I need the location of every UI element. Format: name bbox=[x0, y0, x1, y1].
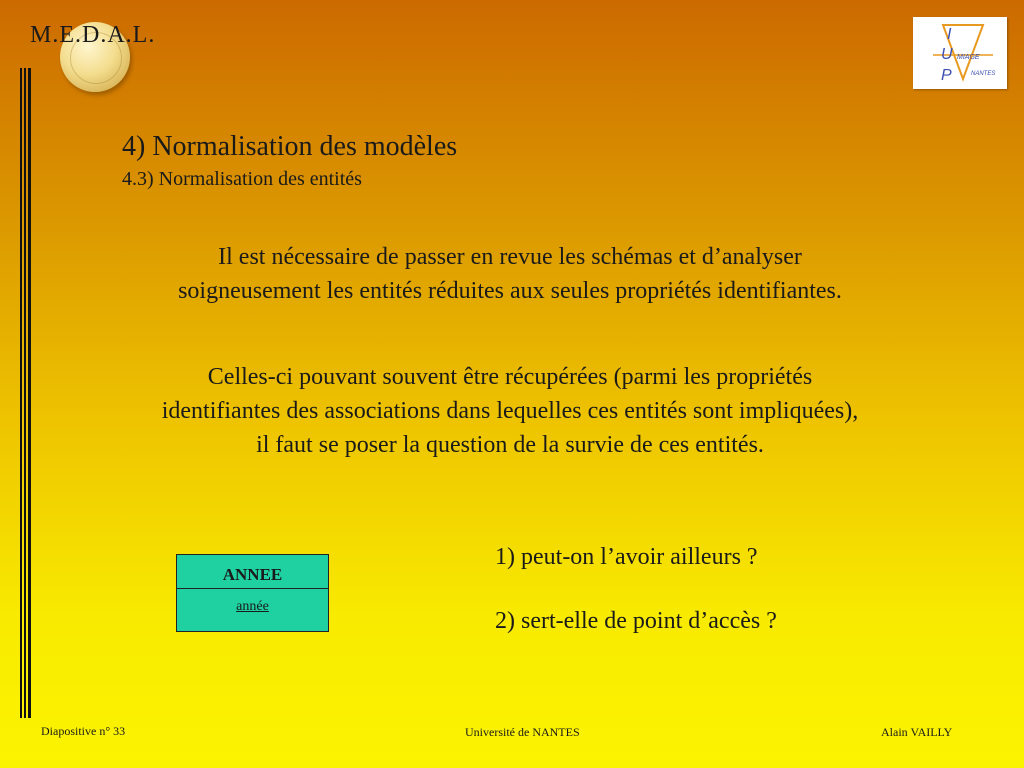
footer-university: Université de NANTES bbox=[465, 725, 580, 739]
subsection-title: 4.3) Normalisation des entités bbox=[122, 168, 362, 190]
question-2: 2) sert-elle de point d’accès ? bbox=[495, 608, 777, 634]
entity-box-annee bbox=[176, 554, 329, 632]
iup-logo-icon bbox=[913, 17, 1007, 89]
entity-name: ANNEE bbox=[177, 555, 328, 589]
logo-letter-i: I bbox=[947, 26, 952, 43]
footer-author: Alain VAILLY bbox=[881, 725, 953, 739]
paragraph-1: Il est nécessaire de passer en revue les schémas et d’analyser soigneusement les entités réduites aux seules propriétés identifiantes. bbox=[178, 244, 842, 304]
medal-logo bbox=[30, 18, 170, 98]
slide-heading bbox=[122, 130, 457, 192]
paragraph-2: Celles-ci pouvant souvent être récupérées (parmi les propriétés identifiantes des associations dans lequelles ces entités sont impliquées), il faut se poser la question de la survie de ces entités. bbox=[161, 364, 859, 458]
entity-attribute: année bbox=[236, 599, 269, 614]
section-title: 4) Normalisation des modèles bbox=[122, 131, 458, 162]
iup-miage-logo bbox=[913, 17, 1007, 89]
logo-letter-u: U bbox=[941, 46, 953, 63]
logo-word-miage: MIAGE bbox=[957, 54, 980, 61]
footer-slide-number: Diapositive n° 33 bbox=[41, 724, 126, 738]
logo-word-nantes: NANTES bbox=[971, 71, 996, 77]
question-1: 1) peut-on l’avoir ailleurs ? bbox=[495, 544, 758, 570]
brand-title: M.E.D.A.L. bbox=[30, 22, 156, 48]
logo-letter-p: P bbox=[941, 67, 952, 84]
decorative-vertical-bars bbox=[20, 68, 31, 718]
